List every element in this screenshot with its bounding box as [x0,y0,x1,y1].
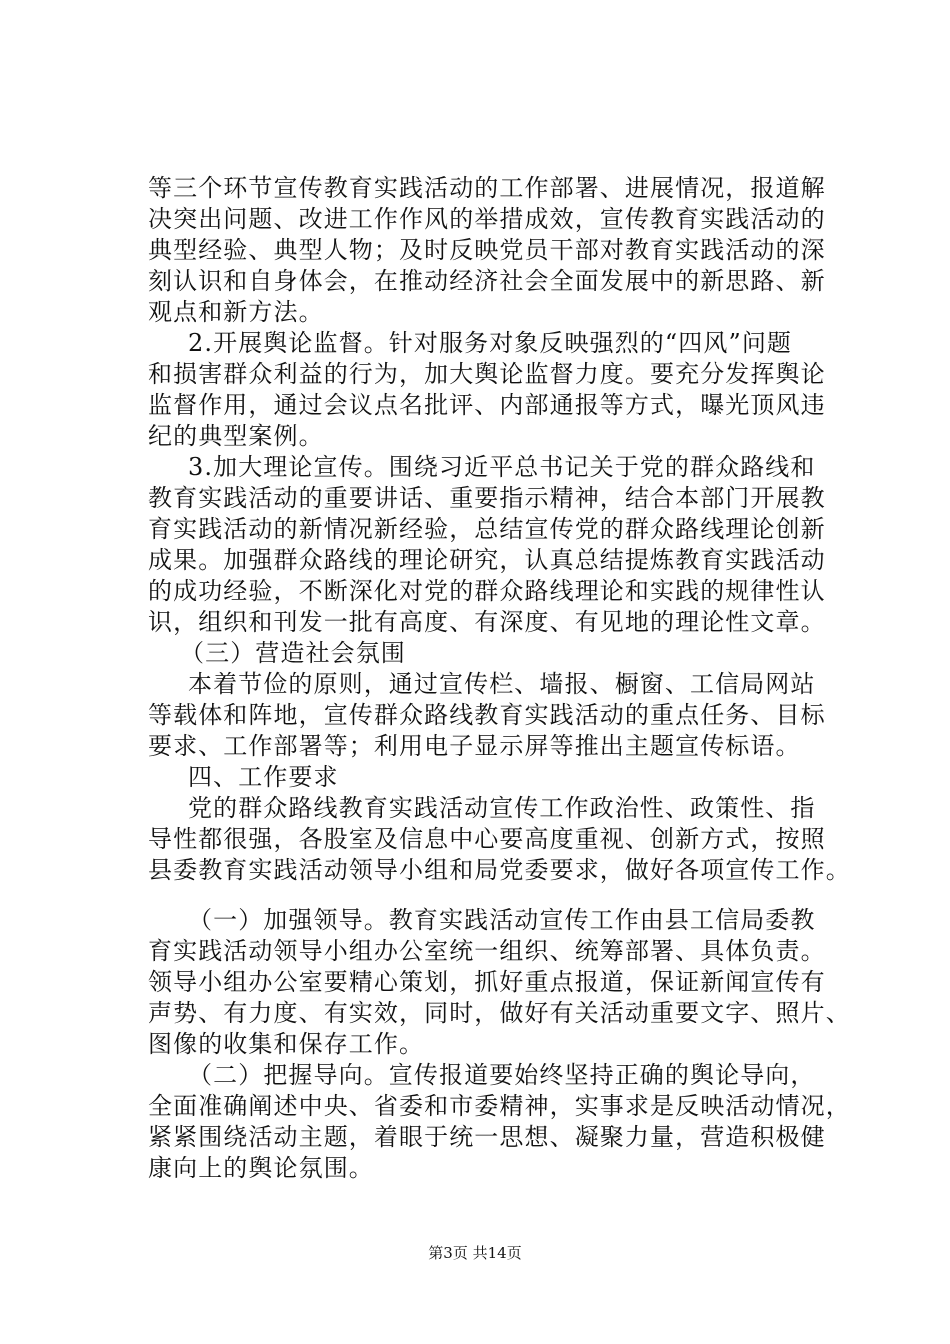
text-line: 等载体和阵地，宣传群众路线教育实践活动的重点任务、目标 [148,701,826,729]
text-line: 决突出问题、改进工作作风的举措成效，宣传教育实践活动的 [148,205,826,233]
text-line: 和损害群众利益的行为，加大舆论监督力度。要充分发挥舆论 [148,360,826,388]
body-text-bottom [148,905,858,1184]
text-line: 图像的收集和保存工作。 [148,1030,425,1058]
text-line: 康向上的舆论氛围。 [148,1154,374,1182]
text-line: 3.加大理论宣传。围绕习近平总书记关于党的群众路线和 [188,453,816,481]
section-heading: 四、工作要求 [188,763,339,791]
text-line: 育实践活动的新情况新经验，总结宣传党的群众路线理论创新 [148,515,826,543]
text-line: 党的群众路线教育实践活动宣传工作政治性、政策性、指 [188,794,816,822]
text-line: 要求、工作部署等；利用电子显示屏等推出主题宣传标语。 [148,732,801,760]
text-line: 领导小组办公室要精心策划，抓好重点报道，保证新闻宣传有 [148,968,826,996]
text-line: 本着节俭的原则，通过宣传栏、墙报、橱窗、工信局网站 [188,670,816,698]
text-line: 成果。加强群众路线的理论研究，认真总结提炼教育实践活动 [148,546,826,574]
page-number-footer: 第3页 共14页 [428,1244,522,1262]
text-line: 等三个环节宣传教育实践活动的工作部署、进展情况，报道解 [148,174,826,202]
text-line: 全面准确阐述中央、省委和市委精神，实事求是反映活动情况， [148,1092,851,1120]
text-line: 监督作用，通过会议点名批评、内部通报等方式，曝光顶风违 [148,391,826,419]
text-line: （二）把握导向。宣传报道要始终坚持正确的舆论导向， [188,1061,816,1089]
text-line: 教育实践活动的重要讲话、重要指示精神，结合本部门开展教 [148,484,826,512]
text-line: 的成功经验，不断深化对党的群众路线理论和实践的规律性认 [148,577,826,605]
text-line: 育实践活动领导小组办公室统一组织、统筹部署、具体负责。 [148,937,826,965]
text-line: （一）加强领导。教育实践活动宣传工作由县工信局委教 [188,906,816,934]
text-line: 声势、有力度、有实效，同时，做好有关活动重要文字、照片、 [148,999,851,1027]
text-line: 典型经验、典型人物；及时反映党员干部对教育实践活动的深 [148,236,826,264]
text-line: 2.开展舆论监督。针对服务对象反映强烈的“四风”问题 [188,329,793,357]
text-line: 导性都很强，各股室及信息中心要高度重视、创新方式，按照 [148,825,826,853]
body-text-top [148,173,858,886]
text-line: 观点和新方法。 [148,298,324,326]
text-line: 识，组织和刊发一批有高度、有深度、有见地的理论性文章。 [148,608,826,636]
section-heading: （三）营造社会氛围 [180,639,406,667]
text-line: 县委教育实践活动领导小组和局党委要求，做好各项宣传工作。 [148,856,851,884]
text-line: 纪的典型案例。 [148,422,324,450]
text-line: 刻认识和自身体会，在推动经济社会全面发展中的新思路、新 [148,267,826,295]
text-line: 紧紧围绕活动主题，着眼于统一思想、凝聚力量，营造积极健 [148,1123,826,1151]
